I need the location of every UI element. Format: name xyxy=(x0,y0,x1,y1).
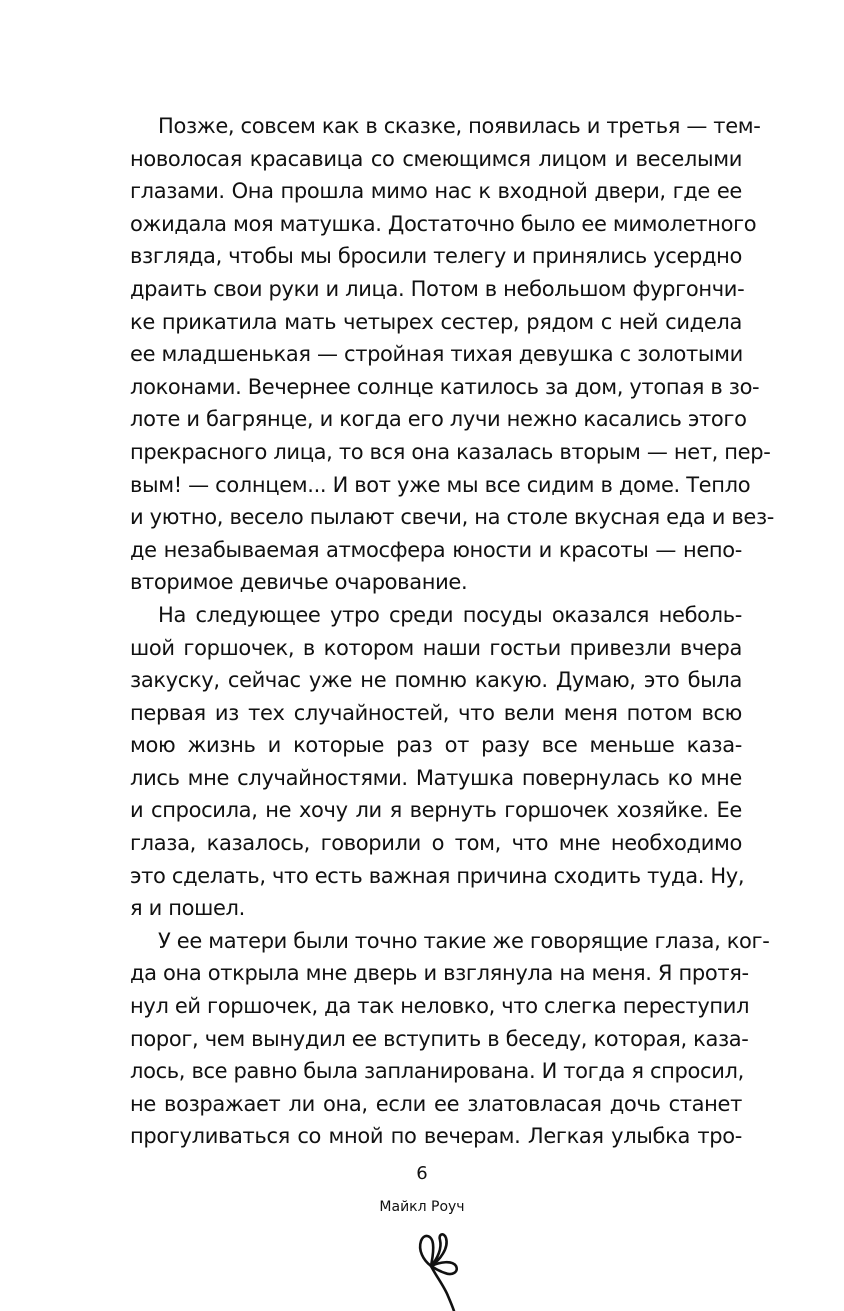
text-line: не возражает ли она, если ее златовласая дочь станет xyxy=(130,1091,742,1116)
page-number: 6 xyxy=(416,1163,428,1184)
text-line: я и пошел. xyxy=(130,896,245,921)
text-line: мою жизнь и которые раз от разу все меньше каза- xyxy=(130,733,742,758)
text-line: порог, чем вынудил ее вступить в беседу, которая, каза- xyxy=(130,1026,749,1051)
text-line: ожидала моя матушка. Достаточно было ее мимолетного xyxy=(130,211,757,236)
text-line: лись мне случайностями. Матушка повернулась ко мне xyxy=(130,765,742,790)
text-line: прекрасного лица, то вся она казалась вторым — нет, пер- xyxy=(130,439,771,464)
paragraph-3 xyxy=(130,925,770,1153)
text-line: это сделать, что есть важная причина сходить туда. Ну, xyxy=(130,863,745,888)
text-line: и уютно, весело пылают свечи, на столе вкусная еда и вез- xyxy=(130,505,774,530)
text-line: и спросила, не хочу ли я вернуть горшочек хозяйке. Ее xyxy=(130,798,742,823)
text-line: У ее матери были точно такие же говорящие глаза, ког- xyxy=(158,928,770,953)
running-footer-author: Майкл Роуч xyxy=(379,1199,465,1215)
text-line: закуску, сейчас уже не помню какую. Думаю, это была xyxy=(130,668,742,693)
text-line: глазами. Она прошла мимо нас к входной двери, где ее xyxy=(130,179,742,204)
paragraph-2 xyxy=(130,599,745,925)
text-line: вым! — солнцем... И вот уже мы все сидим в доме. Тепло xyxy=(130,472,751,497)
text-line: новолосая красавица со смеющимся лицом и веселыми xyxy=(130,146,742,171)
text-line: да она открыла мне дверь и взглянула на меня. Я протя- xyxy=(130,961,749,986)
flower-ornament-icon xyxy=(408,1226,464,1311)
text-line: Позже, совсем как в сказке, появилась и третья — тем- xyxy=(158,114,761,138)
text-line: ее младшенькая — стройная тихая девушка с золотыми xyxy=(130,342,743,367)
page-body xyxy=(130,110,774,1153)
text-line: лось, все равно была запланирована. И тогда я спросил, xyxy=(130,1059,744,1084)
text-line: лоте и багрянце, и когда его лучи нежно касались этого xyxy=(130,407,747,432)
text-line: шой горшочек, в котором наши гостьи привезли вчера xyxy=(130,635,742,660)
text-line: де незабываемая атмосфера юности и красоты — непо- xyxy=(130,537,742,562)
text-line: глаза, казалось, говорили о том, что мне необходимо xyxy=(130,831,742,856)
text-line: драить свои руки и лица. Потом в небольшом фургончи- xyxy=(130,276,745,301)
text-line: На следующее утро среди посуды оказался неболь- xyxy=(158,602,742,627)
paragraph-1 xyxy=(130,110,774,599)
text-line: вторимое девичье очарование. xyxy=(130,570,468,595)
text-line: первая из тех случайностей, что вели меня потом всю xyxy=(130,700,742,725)
text-line: ке прикатила мать четырех сестер, рядом с ней сидела xyxy=(130,309,742,334)
text-line: прогуливаться со мной по вечерам. Легкая улыбка тро- xyxy=(130,1124,742,1149)
text-line: нул ей горшочек, да так неловко, что слегка переступил xyxy=(130,994,750,1019)
text-line: локонами. Вечернее солнце катилось за дом, утопая в зо- xyxy=(130,374,760,399)
text-line: взгляда, чтобы мы бросили телегу и принялись усердно xyxy=(130,244,743,269)
